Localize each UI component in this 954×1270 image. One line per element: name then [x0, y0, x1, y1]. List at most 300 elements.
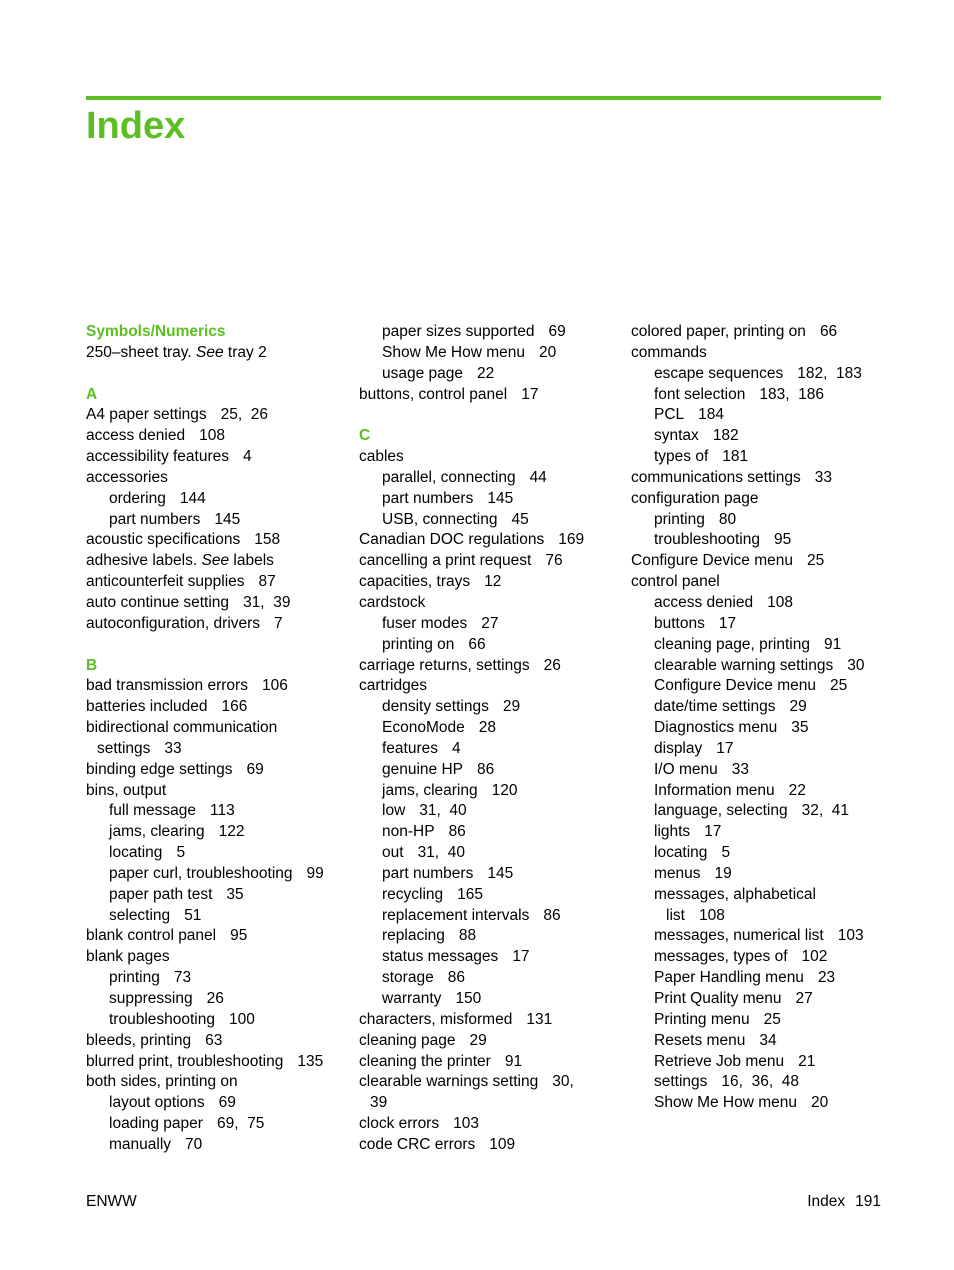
- index-entry: [631, 468, 886, 489]
- index-subentry: [359, 781, 614, 802]
- index-subentry: [631, 801, 886, 822]
- index-column-1: [86, 322, 341, 1156]
- entry-term: paper path test: [109, 885, 213, 903]
- entry-term: blurred print, troubleshooting: [86, 1052, 284, 1070]
- page-reference-link[interactable]: 73: [173, 969, 192, 987]
- index-entry: [86, 530, 341, 551]
- index-subentry: [86, 843, 341, 864]
- entry-term: types of: [654, 448, 709, 466]
- entry-term: locating: [654, 844, 708, 862]
- footer-right: [807, 1192, 881, 1212]
- page-reference-link[interactable]: 182, 183: [797, 364, 862, 382]
- entry-term: control panel: [631, 573, 720, 591]
- entry-term: messages, alphabetical: [654, 885, 816, 903]
- entry-term: jams, clearing: [109, 823, 205, 841]
- index-subentry: [631, 635, 886, 656]
- index-entry: [86, 781, 341, 802]
- entry-term: bins, output: [86, 781, 167, 799]
- page-reference-link[interactable]: 27: [481, 614, 499, 632]
- entry-term: replacement intervals: [382, 906, 530, 924]
- entry-term: 39: [370, 1094, 388, 1112]
- page-reference-link[interactable]: 33: [164, 739, 182, 757]
- entry-term: paper sizes supported: [382, 323, 535, 340]
- index-subentry: [86, 864, 341, 885]
- entry-term: usage page: [382, 364, 464, 382]
- index-subentry: [86, 968, 341, 989]
- index-entry: [86, 343, 341, 364]
- index-entry: [631, 489, 886, 510]
- entry-term: autoconfiguration, drivers: [86, 614, 261, 632]
- page-reference-link[interactable]: 120: [491, 781, 518, 799]
- entry-term: cancelling a print request: [359, 552, 532, 570]
- page-reference-link[interactable]: 91: [504, 1052, 523, 1070]
- index-section-heading: B: [86, 656, 98, 674]
- entry-term: cardstock: [359, 593, 426, 611]
- see-reference: See: [196, 343, 224, 361]
- page-reference-link[interactable]: 7: [274, 614, 283, 632]
- index-subentry: [359, 364, 614, 385]
- entry-term: accessibility features: [86, 448, 230, 466]
- page-reference-link[interactable]: 95: [230, 927, 248, 945]
- entry-term: Configure Device menu: [631, 552, 793, 570]
- page-reference-link[interactable]: 158: [254, 531, 281, 549]
- index-subentry: [631, 510, 886, 531]
- index-entry: [359, 1031, 614, 1052]
- entry-term: colored paper, printing on: [631, 323, 806, 340]
- entry-term: list: [666, 906, 685, 924]
- page-reference-link[interactable]: 22: [788, 781, 806, 799]
- entry-term: troubleshooting: [109, 1010, 215, 1028]
- page-reference-link[interactable]: 22: [477, 364, 495, 382]
- index-entry: [359, 593, 614, 614]
- page-reference-link[interactable]: 34: [759, 1031, 777, 1049]
- index-entry: [86, 1052, 341, 1073]
- entry-term: PCL: [654, 406, 685, 424]
- index-subentry: [359, 760, 614, 781]
- page-reference-link[interactable]: 135: [297, 1052, 324, 1070]
- page-reference-link[interactable]: 35: [226, 885, 244, 903]
- entry-term: selecting: [109, 906, 171, 924]
- index-subentry: [359, 864, 614, 885]
- see-reference: See: [201, 552, 230, 570]
- index-entry: [86, 614, 341, 635]
- index-column-2: [359, 322, 614, 1156]
- entry-term: layout options: [109, 1094, 205, 1112]
- index-entry: [359, 551, 614, 572]
- page-reference-link[interactable]: 145: [487, 864, 514, 882]
- index-section-heading: C: [359, 427, 371, 445]
- entry-term: cartridges: [359, 677, 428, 695]
- entry-term: clearable warnings setting: [359, 1073, 539, 1091]
- entry-term: warranty: [382, 990, 442, 1007]
- entry-term: escape sequences: [654, 364, 784, 382]
- page-reference-link[interactable]: 87: [258, 573, 276, 591]
- entry-term: menus: [654, 864, 701, 882]
- section-spacer: [86, 364, 341, 385]
- entry-term: density settings: [382, 698, 489, 716]
- index-entry: [86, 447, 341, 468]
- page-reference-link[interactable]: 145: [214, 510, 241, 528]
- index-subentry: [86, 489, 341, 510]
- index-entry: [86, 572, 341, 593]
- page-reference-link[interactable]: 26: [543, 656, 561, 674]
- page-reference-link[interactable]: 131: [526, 1010, 553, 1028]
- page-reference-link[interactable]: 66: [468, 635, 486, 653]
- page-reference-link[interactable]: 31, 40: [417, 844, 465, 862]
- index-subentry: [631, 656, 886, 677]
- entry-term: recycling: [382, 885, 444, 903]
- index-entry: [631, 343, 886, 364]
- index-entry: [359, 656, 614, 677]
- entry-term: bleeds, printing: [86, 1031, 192, 1049]
- page-reference-link[interactable]: 103: [453, 1115, 479, 1133]
- entry-term: communications settings: [631, 468, 801, 486]
- page-reference-link[interactable]: 20: [811, 1094, 829, 1112]
- page-reference-link[interactable]: 21: [798, 1052, 816, 1070]
- entry-term: bad transmission errors: [86, 677, 248, 695]
- entry-term: Show Me How menu: [382, 343, 526, 361]
- page-reference-link[interactable]: 25: [829, 677, 848, 695]
- index-entry: [86, 947, 341, 968]
- entry-term: part numbers: [382, 489, 474, 507]
- entry-term: settings: [654, 1073, 708, 1091]
- title-rule: [86, 96, 881, 100]
- index-subentry: [359, 468, 614, 489]
- see-target-link[interactable]: tray 2: [227, 343, 267, 361]
- entry-term: buttons, control panel: [359, 385, 508, 403]
- page-reference-link[interactable]: 145: [487, 489, 514, 507]
- index-subentry: [359, 885, 614, 906]
- index-section-heading: Symbols/Numerics: [86, 323, 226, 340]
- index-subentry: [86, 989, 341, 1010]
- page-reference-link[interactable]: 183, 186: [759, 385, 824, 403]
- page-reference-link[interactable]: 166: [221, 698, 248, 716]
- page-reference-link[interactable]: 23: [817, 969, 836, 987]
- index-subentry: [631, 760, 886, 781]
- index-entry: [359, 1010, 614, 1031]
- index-subentry: [86, 1114, 341, 1135]
- entry-term: printing: [654, 510, 705, 528]
- index-subentry: [631, 885, 886, 906]
- entry-term: Print Quality menu: [654, 990, 782, 1007]
- entry-term: blank pages: [86, 948, 170, 966]
- entry-term: features: [382, 739, 439, 757]
- page-reference-link[interactable]: 33: [814, 468, 832, 486]
- entry-term: cables: [359, 448, 404, 466]
- page-reference-link[interactable]: 86: [447, 969, 465, 987]
- index-entry: [86, 468, 341, 489]
- entry-term: configuration page: [631, 489, 759, 507]
- page-reference-link[interactable]: 99: [306, 864, 324, 882]
- page-reference-link[interactable]: 69: [548, 323, 566, 340]
- index-entry: [86, 1031, 341, 1052]
- page-reference-link[interactable]: 100: [229, 1010, 255, 1028]
- page-reference-link[interactable]: 80: [718, 510, 737, 528]
- page-reference-link[interactable]: 25: [763, 1010, 781, 1028]
- index-subentry: [359, 801, 614, 822]
- index-subentry: [86, 1093, 341, 1114]
- page-reference-link[interactable]: 76: [545, 552, 563, 570]
- index-entry: [86, 593, 341, 614]
- entry-term: USB, connecting: [382, 510, 498, 528]
- page-reference-link[interactable]: 66: [819, 323, 838, 340]
- page-reference-link[interactable]: 28: [478, 719, 496, 737]
- index-subentry: [359, 843, 614, 864]
- page-reference-link[interactable]: 113: [210, 802, 235, 820]
- index-entry: [86, 426, 341, 447]
- entry-term: storage: [382, 969, 434, 987]
- page-reference-link[interactable]: 27: [795, 990, 813, 1007]
- page-reference-link[interactable]: 102: [801, 948, 828, 966]
- entry-term: blank control panel: [86, 927, 217, 945]
- index-subentry: [631, 947, 886, 968]
- page-reference-link[interactable]: 32, 41: [801, 802, 849, 820]
- index-entry: [631, 322, 886, 343]
- index-entry: [359, 385, 614, 406]
- page-reference-link[interactable]: 25: [806, 552, 825, 570]
- page-reference-link[interactable]: 5: [176, 844, 186, 862]
- entry-term: parallel, connecting: [382, 468, 516, 486]
- index-entry: [86, 697, 341, 718]
- page-reference-link[interactable]: 184: [698, 406, 725, 424]
- entry-term: accessories: [86, 468, 168, 486]
- page-reference-link[interactable]: 12: [484, 573, 502, 591]
- index-subentry: [631, 530, 886, 551]
- page-title: Index: [86, 105, 186, 147]
- index-entry: [86, 405, 341, 426]
- entry-term: locating: [109, 844, 163, 862]
- index-subentry: [86, 801, 341, 822]
- footer-section-label: Index: [807, 1193, 846, 1210]
- page-reference-link[interactable]: 69: [218, 1094, 236, 1112]
- page-reference-link[interactable]: 169: [558, 531, 585, 549]
- page-reference-link[interactable]: 25, 26: [220, 406, 269, 424]
- entry-term: access denied: [86, 427, 186, 445]
- entry-term: display: [654, 739, 703, 757]
- entry-term: acoustic specifications: [86, 531, 241, 549]
- entry-term: anticounterfeit supplies: [86, 573, 245, 591]
- entry-term: part numbers: [382, 864, 474, 882]
- entry-term: both sides, printing on: [86, 1073, 238, 1091]
- index-entry: [359, 676, 614, 697]
- index-subentry: [359, 968, 614, 989]
- index-subentry: [631, 364, 886, 385]
- index-subentry: [631, 426, 886, 447]
- page-reference-link[interactable]: 17: [521, 385, 539, 403]
- page-reference-link[interactable]: 69, 75: [216, 1115, 265, 1133]
- entry-term: code CRC errors: [359, 1135, 476, 1153]
- index-subentry: [359, 718, 614, 739]
- page-reference-link[interactable]: 63: [205, 1031, 223, 1049]
- entry-term: Retrieve Job menu: [654, 1052, 785, 1070]
- index-entry: [631, 551, 886, 572]
- index-subentry: [631, 906, 886, 927]
- entry-term: Canadian DOC regulations: [359, 531, 545, 549]
- page-reference-link[interactable]: 31, 39: [243, 593, 291, 611]
- page-reference-link[interactable]: 30,: [552, 1073, 574, 1091]
- entry-term: capacities, trays: [359, 573, 471, 591]
- entry-term: fuser modes: [382, 614, 468, 632]
- page-reference-link[interactable]: 19: [714, 864, 732, 882]
- index-subentry: [631, 989, 886, 1010]
- page-reference-link[interactable]: 26: [206, 990, 224, 1007]
- index-subentry: [631, 447, 886, 468]
- index-subentry: [359, 739, 614, 760]
- entry-term: replacing: [382, 927, 445, 945]
- entry-term: genuine HP: [382, 760, 464, 778]
- page-reference-link[interactable]: 17: [512, 948, 530, 966]
- page-reference-link[interactable]: 45: [511, 510, 529, 528]
- index-subentry: [359, 822, 614, 843]
- page-reference-link[interactable]: 106: [261, 677, 288, 695]
- entry-term: cleaning page: [359, 1031, 456, 1049]
- index-subentry: [631, 1072, 886, 1093]
- entry-term: cleaning page, printing: [654, 635, 810, 653]
- page-reference-link[interactable]: 17: [718, 614, 737, 632]
- index-subentry: [86, 510, 341, 531]
- page-reference-link[interactable]: 29: [789, 698, 807, 716]
- index-subentry: [631, 676, 886, 697]
- index-subentry: [86, 1010, 341, 1031]
- page-reference-link[interactable]: 108: [698, 906, 725, 924]
- page-reference-link[interactable]: 51: [184, 906, 202, 924]
- page-reference-link[interactable]: 20: [539, 343, 557, 361]
- index-entry: [359, 1052, 614, 1073]
- page-reference-link[interactable]: 95: [774, 531, 792, 549]
- index-entry: [359, 1114, 614, 1135]
- page-reference-link[interactable]: 44: [529, 468, 547, 486]
- entry-term: messages, types of: [654, 948, 788, 966]
- entry-term: out: [382, 844, 404, 862]
- page-reference-link[interactable]: 4: [452, 739, 461, 757]
- entry-term: date/time settings: [654, 698, 776, 716]
- index-subentry: [359, 635, 614, 656]
- page-reference-link[interactable]: 70: [185, 1135, 203, 1153]
- index-subentry: [359, 906, 614, 927]
- entry-term: troubleshooting: [654, 531, 760, 549]
- index-entry: [86, 718, 341, 739]
- page-reference-link[interactable]: 88: [458, 927, 477, 945]
- page-reference-link[interactable]: 5: [721, 844, 731, 862]
- page-reference-link[interactable]: 108: [199, 427, 225, 445]
- page-reference-link[interactable]: 181: [722, 448, 749, 466]
- footer-left-label: ENWW: [86, 1193, 137, 1210]
- entry-term: bidirectional communication: [86, 719, 278, 737]
- index-subentry: [359, 926, 614, 947]
- page-reference-link[interactable]: 165: [457, 885, 484, 903]
- page-reference-link[interactable]: 17: [704, 823, 722, 841]
- entry-term: clock errors: [359, 1115, 440, 1133]
- index-entry: [359, 530, 614, 551]
- page-reference-link[interactable]: 108: [767, 593, 793, 611]
- index-subentry: [631, 968, 886, 989]
- see-target-link[interactable]: labels: [233, 552, 274, 570]
- entry-term: full message: [109, 802, 197, 820]
- index-subentry: [631, 1010, 886, 1031]
- entry-term: syntax: [654, 427, 699, 445]
- entry-term: Show Me How menu: [654, 1094, 798, 1112]
- entry-term: I/O menu: [654, 760, 718, 778]
- index-subentry: [86, 885, 341, 906]
- page-reference-link[interactable]: 29: [469, 1031, 487, 1049]
- page-reference-link[interactable]: 29: [502, 698, 521, 716]
- entry-term: A4 paper settings: [86, 406, 207, 424]
- page-reference-link[interactable]: 86: [448, 823, 466, 841]
- entry-term: Printing menu: [654, 1010, 750, 1028]
- page-reference-link[interactable]: 69: [246, 760, 264, 778]
- index-subentry: [359, 510, 614, 531]
- index-subentry: [631, 926, 886, 947]
- index-entry: [359, 447, 614, 468]
- entry-term: Paper Handling menu: [654, 969, 804, 987]
- index-subentry: [359, 322, 614, 343]
- index-subentry: [631, 822, 886, 843]
- index-column-3: [631, 322, 886, 1114]
- entry-term: suppressing: [109, 990, 193, 1007]
- index-entry: [86, 551, 341, 572]
- index-subentry: [86, 1135, 341, 1156]
- entry-term: clearable warning settings: [654, 656, 834, 674]
- index-entry: [86, 760, 341, 781]
- entry-term: manually: [109, 1135, 172, 1153]
- page-reference-link[interactable]: 4: [243, 448, 252, 466]
- index-entry: [86, 1072, 341, 1093]
- index-subentry: [86, 822, 341, 843]
- entry-term: characters, misformed: [359, 1010, 513, 1028]
- page-reference-link[interactable]: 33: [731, 760, 749, 778]
- entry-term: Information menu: [654, 781, 775, 799]
- page-reference-link[interactable]: 122: [218, 823, 245, 841]
- index-entry: [359, 1135, 614, 1156]
- entry-term: batteries included: [86, 698, 208, 716]
- page-reference-link[interactable]: 144: [179, 489, 206, 507]
- index-subentry: [631, 843, 886, 864]
- entry-term: status messages: [382, 948, 499, 966]
- page-reference-link[interactable]: 17: [716, 739, 734, 757]
- page-reference-link[interactable]: 109: [489, 1135, 516, 1153]
- page-reference-link[interactable]: 86: [543, 906, 561, 924]
- index-subentry: [359, 489, 614, 510]
- page-reference-link[interactable]: 35: [791, 719, 809, 737]
- page-reference-link[interactable]: 103: [837, 927, 864, 945]
- index-subentry: [359, 989, 614, 1010]
- page-reference-link[interactable]: 30: [847, 656, 865, 674]
- entry-term: commands: [631, 343, 707, 361]
- page-reference-link[interactable]: 31, 40: [419, 802, 467, 820]
- index-subentry: [631, 614, 886, 635]
- page-reference-link[interactable]: 182: [712, 427, 739, 445]
- index-subentry: [631, 718, 886, 739]
- index-subentry: [86, 906, 341, 927]
- entry-term: binding edge settings: [86, 760, 233, 778]
- page-reference-link[interactable]: 16, 36, 48: [721, 1073, 799, 1091]
- index-entry: [86, 676, 341, 697]
- index-section-heading: A: [86, 385, 98, 403]
- page-reference-link[interactable]: 86: [477, 760, 495, 778]
- entry-term: language, selecting: [654, 802, 788, 820]
- entry-term: jams, clearing: [382, 781, 478, 799]
- entry-term: Resets menu: [654, 1031, 746, 1049]
- index-subentry: [631, 697, 886, 718]
- page-reference-link[interactable]: 91: [823, 635, 842, 653]
- entry-term: buttons: [654, 614, 705, 632]
- page-reference-link[interactable]: 150: [455, 990, 482, 1007]
- index-subentry: [631, 1093, 886, 1114]
- index-subentry: [631, 781, 886, 802]
- entry-term: cleaning the printer: [359, 1052, 491, 1070]
- index-subentry: [631, 1031, 886, 1052]
- page-number: 191: [855, 1193, 881, 1210]
